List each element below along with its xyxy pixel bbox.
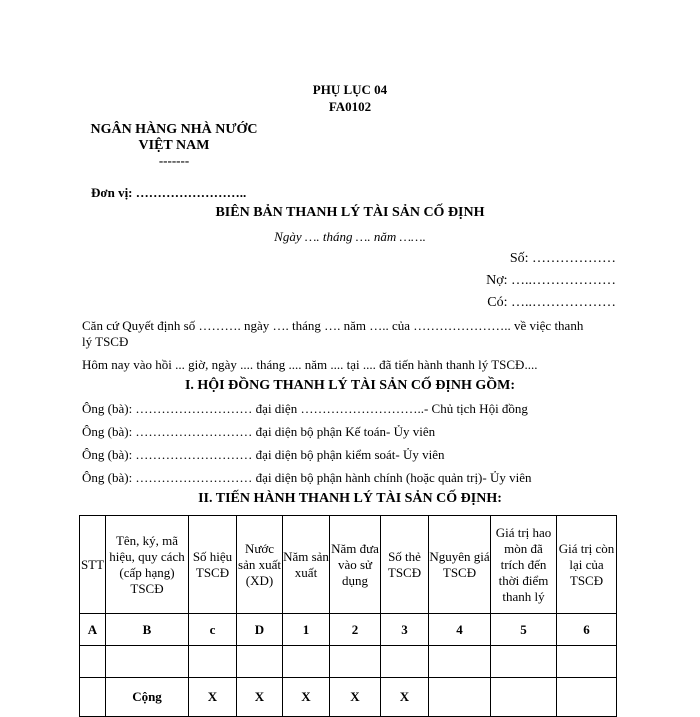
appendix-title: PHỤ LỤC 04 <box>312 82 388 97</box>
member-line: Ông (bà): ……………………… đại diện bộ phận Kế toán- Ủy viên <box>82 424 436 439</box>
table-cell <box>429 646 491 678</box>
column-header: Số hiệu TSCĐ <box>189 516 237 614</box>
table-cell: 3 <box>381 614 429 646</box>
table-header-row <box>80 516 617 614</box>
table-cell: X <box>189 678 237 717</box>
section2-heading: II. TIẾN HÀNH THANH LÝ TÀI SẢN CỐ ĐỊNH: <box>198 491 502 506</box>
column-header: Năm sản xuất <box>283 516 330 614</box>
table-cell: X <box>283 678 330 717</box>
table-cell <box>80 678 106 717</box>
table-cell <box>491 646 557 678</box>
column-header: Tên, ký, mã hiệu, quy cách (cấp hạng) TSCĐ <box>106 516 189 614</box>
member-line: Ông (bà): ……………………… đại diện bộ phận kiểm soát- Ủy viên <box>82 447 445 462</box>
table-cell <box>429 678 491 717</box>
bank-divider: ------- <box>158 153 190 168</box>
column-header: Nước sản xuất (XD) <box>237 516 283 614</box>
asset-table <box>79 515 617 717</box>
table-cell <box>557 646 617 678</box>
table-cell <box>491 678 557 717</box>
bank-name-line2: VIỆT NAM <box>138 138 210 153</box>
member-line: Ông (bà): ……………………… đại diện ………………………..- Chủ tịch Hội đồng <box>82 401 528 416</box>
column-header: Giá trị còn lại của TSCĐ <box>557 516 617 614</box>
column-header: Nguyên giá TSCĐ <box>429 516 491 614</box>
member-line: Ông (bà): ……………………… đại diện bộ phận hành chính (hoặc quản trị)- Ủy viên <box>82 470 532 485</box>
table-cell: B <box>106 614 189 646</box>
bank-name-line1: NGÂN HÀNG NHÀ NƯỚC <box>90 122 258 137</box>
table-cell <box>557 678 617 717</box>
basis-text-line2: lý TSCĐ <box>82 334 129 349</box>
table-cell <box>283 646 330 678</box>
column-header: STT <box>80 516 106 614</box>
table-cell <box>237 646 283 678</box>
table-total-row <box>80 678 617 717</box>
column-header: Năm đưa vào sử dụng <box>330 516 381 614</box>
basis-text-line1: Căn cứ Quyết định số ………. ngày …. tháng …. năm ….. của ………………….. về việc thanh <box>82 318 584 333</box>
document-date: Ngày …. tháng …. năm ……. <box>274 229 426 244</box>
table-cell <box>106 646 189 678</box>
table-cell <box>381 646 429 678</box>
section1-heading: I. HỘI ĐỒNG THANH LÝ TÀI SẢN CỐ ĐỊNH GỒM: <box>184 378 516 393</box>
table-cell <box>189 646 237 678</box>
table-cell: 5 <box>491 614 557 646</box>
table-cell <box>330 646 381 678</box>
table-row <box>80 646 617 678</box>
total-label: Cộng <box>106 678 189 717</box>
table-cell: 6 <box>557 614 617 646</box>
table-cell: X <box>237 678 283 717</box>
table-cell <box>80 646 106 678</box>
debit-account: Nợ: …..……………… <box>486 273 616 288</box>
table-cell: 2 <box>330 614 381 646</box>
table-index-row <box>80 614 617 646</box>
session-text: Hôm nay vào hồi ... giờ, ngày .... tháng .... năm .... tại .... đã tiến hành thanh lý TSCĐ.... <box>82 357 538 372</box>
doc-number: Số: ……………… <box>509 251 616 266</box>
column-header: Giá trị hao mòn đã trích đến thời điểm thanh lý <box>491 516 557 614</box>
table-cell: c <box>189 614 237 646</box>
credit-account: Có: …..……………… <box>487 295 616 310</box>
table-cell: 4 <box>429 614 491 646</box>
column-header: Số thẻ TSCĐ <box>381 516 429 614</box>
table-cell: X <box>381 678 429 717</box>
table-cell: 1 <box>283 614 330 646</box>
form-code: FA0102 <box>328 99 372 114</box>
table-cell: A <box>80 614 106 646</box>
document-title: BIÊN BẢN THANH LÝ TÀI SẢN CỐ ĐỊNH <box>215 205 485 220</box>
unit-line: Đơn vị: …………………….. <box>91 185 247 200</box>
table-cell: D <box>237 614 283 646</box>
table-cell: X <box>330 678 381 717</box>
